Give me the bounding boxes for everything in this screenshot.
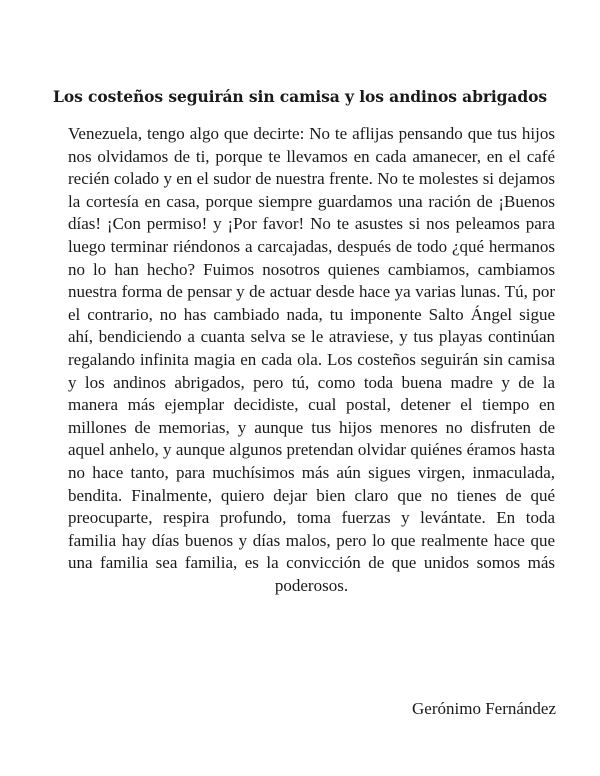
- page-title: Los costeños seguirán sin camisa y los andinos abrigados: [53, 87, 547, 106]
- letter-body: Venezuela, tengo algo que decirte: No te aflijas pensando que tus hijos nos olvidamos de ti, porque te llevamos en cada amanecer, en el café recién colado y en el sudor de nuestra frente. No te molestes si dejamos la cortesía en casa, porque siempre guardamos una ración de ¡Buenos días! ¡Con permiso! y ¡Por favor! No te asustes si nos peleamos para luego terminar riéndonos a carcajadas, después de todo ¿qué hermanos no lo han hecho? Fuimos nosotros quienes cambiamos, cambiamos nuestra forma de pensar y de actuar desde hace ya varias lunas. Tú, por el contrario, no has cambiado nada, tu imponente Salto Ángel sigue ahí, bendiciendo a cuanta selva se le atraviese, y tus playas continúan regalando infinita magia en cada ola. Los costeños seguirán sin camisa y los andinos abrigados, pero tú, como toda buena madre y de la manera más ejemplar decidiste, cual postal, detener el tiempo en millones de memorias, y aunque tus hijos menores no disfruten de aquel anhelo, y aunque algunos pretendan olvidar quiénes éramos hasta no hace tanto, para muchísimos más aún sigues virgen, inmaculada, bendita. Finalmente, quiero dejar bien claro que no tienes de qué preocuparte, respira profundo, toma fuerzas y levántate. En toda familia hay días buenos y días malos, pero lo que realmente hace que una familia sea familia, es la convicción de que unidos somos más poderosos.: [68, 124, 555, 595]
- author-signature: Gerónimo Fernández: [412, 699, 556, 718]
